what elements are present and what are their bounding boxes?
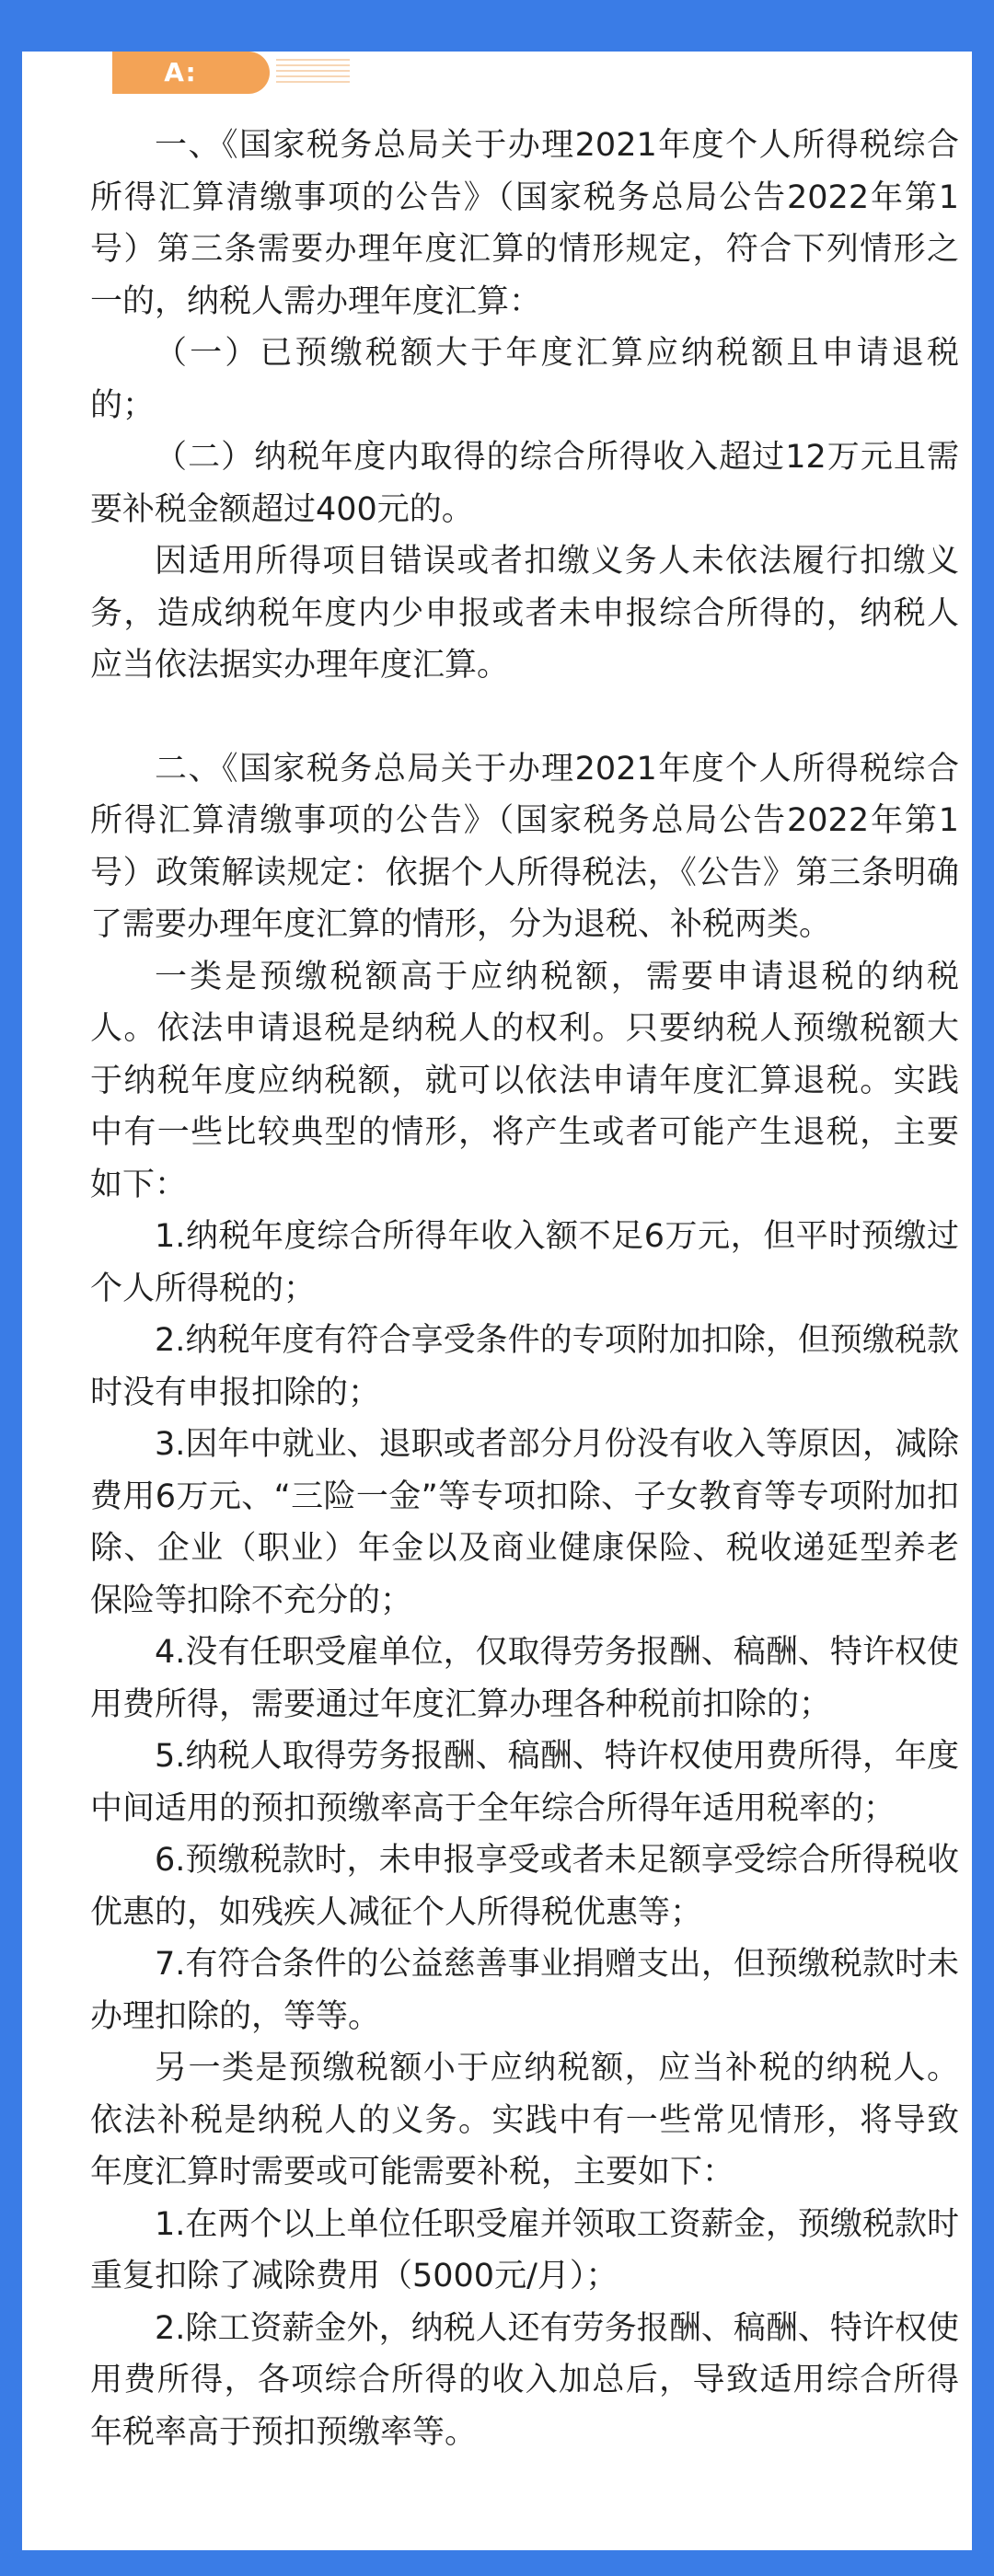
section2-intro: 二、《国家税务总局关于办理2021年度个人所得税综合所得汇算清缴事项的公告》（国家税务总局公告2022年第1号）政策解读规定：依据个人所得税法，《公告》第三条明确了需要办理年度汇算的情形，分为退税、补税两类。 xyxy=(90,750,959,943)
refund-category: 一类是预缴税额高于应纳税额，需要申请退税的纳税人。依法申请退税是纳税人的权利。只要纳税人预缴税额大于纳税年度应纳税额，就可以依法申请年度汇算退税。实践中有一些比较典型的情形，将产生或者可能产生退税，主要如下： xyxy=(90,958,959,1203)
tag-decoration-icon xyxy=(248,52,350,94)
section1-item-1: （一）已预缴税额大于年度汇算应纳税额且申请退税的； xyxy=(90,335,959,424)
section1-intro: 一、《国家税务总局关于办理2021年度个人所得税综合所得汇算清缴事项的公告》（国家税务总局公告2022年第1号）第三条需要办理年度汇算的情形规定，符合下列情形之一的，纳税人需办理年度汇算： xyxy=(90,127,959,320)
refund-case-1: 1.纳税年度综合所得年收入额不足6万元，但平时预缴过个人所得税的； xyxy=(90,1218,959,1307)
section1-note: 因适用所得项目错误或者扣缴义务人未依法履行扣缴义务，造成纳税年度内少申报或者未申报综合所得的，纳税人应当依法据实办理年度汇算。 xyxy=(90,543,959,684)
refund-case-7: 7.有符合条件的公益慈善事业捐赠支出，但预缴税款时未办理扣除的，等等。 xyxy=(90,1946,959,2035)
section-gap xyxy=(90,692,959,743)
refund-case-2: 2.纳税年度有符合享受条件的专项附加扣除，但预缴税款时没有申报扣除的； xyxy=(90,1322,959,1411)
answer-card xyxy=(22,52,972,2550)
refund-case-6: 6.预缴税款时，未申报享受或者未足额享受综合所得税收优惠的，如残疾人减征个人所得税优惠等； xyxy=(90,1842,959,1931)
refund-case-3: 3.因年中就业、退职或者部分月份没有收入等原因，减除费用6万元、“三险一金”等专项扣除、子女教育等专项附加扣除、企业（职业）年金以及商业健康保险、税收递延型养老保险等扣除不充分的； xyxy=(90,1426,959,1619)
supplement-category: 另一类是预缴税额小于应纳税额，应当补税的纳税人。依法补税是纳税人的义务。实践中有一些常见情形，将导致年度汇算时需要或可能需要补税，主要如下： xyxy=(90,2050,959,2191)
answer-tag-label: A: xyxy=(112,52,248,94)
answer-tag xyxy=(112,52,350,94)
refund-case-4: 4.没有任职受雇单位，仅取得劳务报酬、稿酬、特许权使用费所得，需要通过年度汇算办理各种税前扣除的； xyxy=(90,1634,959,1723)
supplement-case-2: 2.除工资薪金外，纳税人还有劳务报酬、稿酬、特许权使用费所得，各项综合所得的收入加总后，导致适用综合所得年税率高于预扣预缴率等。 xyxy=(90,2309,959,2451)
section1-item-2: （二）纳税年度内取得的综合所得收入超过12万元且需要补税金额超过400元的。 xyxy=(90,439,959,528)
supplement-case-1: 1.在两个以上单位任职受雇并领取工资薪金，预缴税款时重复扣除了减除费用（5000元/月）； xyxy=(90,2205,959,2294)
refund-case-5: 5.纳税人取得劳务报酬、稿酬、特许权使用费所得，年度中间适用的预扣预缴率高于全年综合所得年适用税率的； xyxy=(90,1738,959,1827)
answer-content xyxy=(90,120,959,2458)
